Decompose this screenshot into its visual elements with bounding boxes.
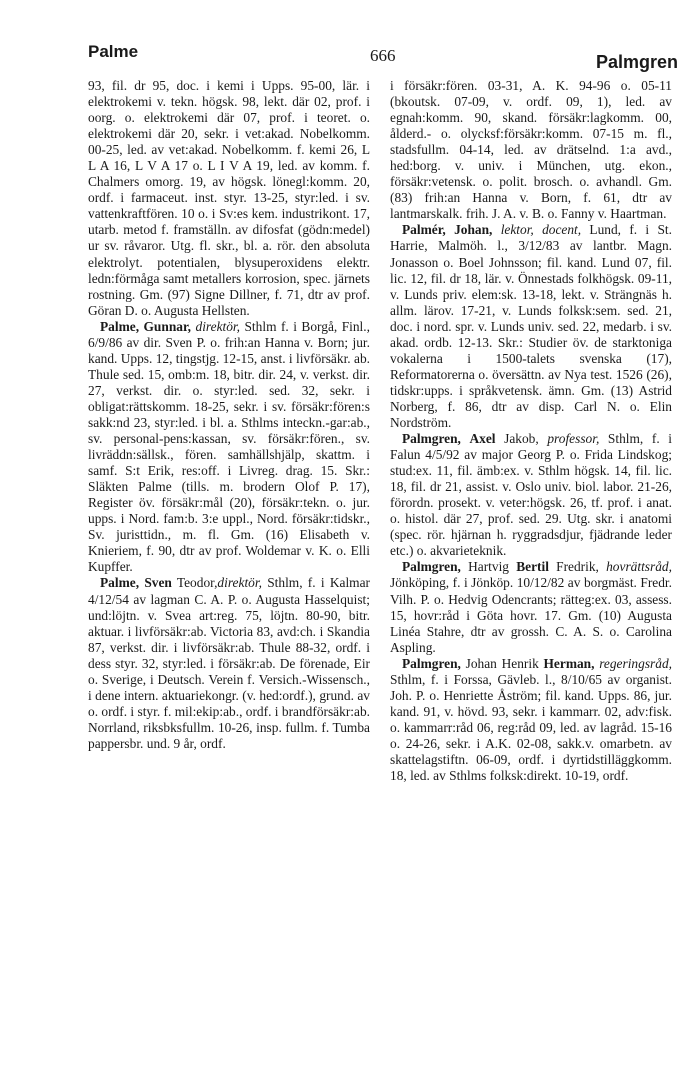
- header-right-word: Palmgren: [595, 52, 678, 72]
- entry-name-rest: Jakob,: [504, 431, 539, 447]
- entry-text: Lund, f. i St. Harrie, Malmöh. l., 3/12/83 av lantbr. Magn. Jonasson o. Boel Johnsson; fil. kand. Lund 07, fil. lic. 12, fil. dr 18, lär. v. Önnestads folkhögsk. 09-11, v. Lunds priv. elem:sk. 13-18, lekt. v. Strängnäs h. allm. lärov. 17-21, v. Lunds folksk:sem. sed. 21, doc. i nord. spr. v. Lunds univ. sed. 22, medarb. i sv. akad. ordb. 12-13. Skr.: Studier öv. de starktoniga vokalerna i 1500-talets svenska (17), Reformatorerna o. översättn. av Nya test. 1526 (26), tidskr:upps. i språkvetensk. ämn. Gm. (13) Astrid Norberg, f. 86, dtr av disp. Carl N. o. Elin Nordström.: [390, 222, 672, 430]
- entry-title: hovrättsråd,: [606, 559, 672, 575]
- entry-continuation-right: i försäkr:fören. 03-31, A. K. 94-96 o. 05-11 (bkoutsk. 07-09, v. ordf. 09, 1), led. av egnah:komm. 90, skand. försäkr:lagkomm. 00, ålderd.- o. olycksf:försäkr:komm. 07-15 m. fl., stadsfullm. 04-14, led. av drätselnd. 1:a avd., hed:borg. v. univ. i München, utg. ekon., försäkr:vetensk. o. polit. brosch. o. avhandl. Gm. (83) frih:an Hanna v. Born, f. 61, dtr av lantmarskalk. frih. J. A. v. B. o. Fanny v. Haartman.: [390, 78, 672, 222]
- entry-palme-sven: [88, 575, 370, 752]
- entry-name-rest: Fredrik,: [556, 559, 599, 575]
- entry-text: Jönköping, f. i Jönköp. 10/12/82 av borgmäst. Fredr. Vilh. P. o. Hedvig Odencrants; rätteg:ex. 03, assess. 15, hovr:råd i Göta hovr. 17. Gm. (10) Augusta Linéa Stahre, dtr av grossh. C. A. S. o. Carolina Aspling.: [390, 575, 672, 655]
- entry-given-name: Herman,: [543, 655, 595, 671]
- entry-title: direktör,: [195, 318, 241, 334]
- entry-name-pre: Johan Henrik: [465, 655, 539, 671]
- entry-surname: Palmér,: [402, 222, 446, 238]
- entry-surname: Palme,: [100, 318, 140, 334]
- entry-given-name: Axel: [469, 431, 496, 447]
- entry-name-pre: Hartvig: [468, 559, 509, 575]
- entry-given-name: Bertil: [516, 559, 549, 575]
- entry-title: professor,: [547, 431, 600, 447]
- entry-surname: Palmgren,: [402, 431, 461, 447]
- page-header: [0, 40, 696, 76]
- entry-surname: Palmgren,: [402, 559, 461, 575]
- entry-name-rest: Teodor,: [176, 575, 218, 591]
- entry-title: regeringsråd,: [599, 655, 672, 671]
- entry-text: Sthlm f. i Borgå, Finl., 6/9/86 av dir. Sven P. o. frih:an Hanna v. Born; jur. kand. Upps. 12, tingstjg. 12-15, anst. i livförsäkr. ab. Thule sed. 15, omb:m. 18, bitr. dir. 24, v. verkst. dir. 27, verkst. dir. o. styr:led. sed. 32, sekr. i obligat:rättskomm. 18-25, sekr. i sv. försäkr:fören:s sakk:nd 23, styr:led. i bl. a. Sthlms inteckn.-gar:ab., sv. personal-pens:kassan, sv. försäkr:fören., sv. livräddn:sällsk., fören. samhällshjälp, skattm. i samf. S:t Erik, res:off. i Livreg. drag. 15. Skr.: Släkten Palme (tills. m. brodern Olof P. 17), Register öv. försäkr:mål (20), försäkr:tekn. o. jur. upps. i Nord. fam:b. 3:e uppl., Nord. försäkr:tidskr., Sv. juristtidn., m. fl. Gm. (16) Elisabeth v. Knieriem, f. 90, dtr av prof. Woldemar v. K. o. Elli Kupffer.: [88, 318, 370, 575]
- entry-continuation-left: 93, fil. dr 95, doc. i kemi i Upps. 95-00, lär. i elektrokemi v. tekn. högsk. 98, lekt. där 02, prof. i oorg. o. elektrokemi där 07, prof. i teoret. o. elektrokemi där 20, sekr. i vet:akad. Nobelkomm. 00-25, led. av vet:akad. Nobelkomm. f. kemi 26, L L A 16, L V A 17 o. L I V A 19, led. av komm. f. Chalmers omorg. 19, av högsk. lönegl:komm. 20, ordf. i farmaceut. inst. styr. 13-25, styr:led. i sv. vattenkraftfören. 10 o. i Sv:es kem. industrikont. 17, utarb. metod f. framställn. av difosfat (gödn:medel) ur sv. råvaror. Utg. fl. skr., bl. a. rör. den absoluta elektrolyt. potentialen, blysuperoxidens elektr. ledn:förmåga samt metallers korrosion, spec. järnets rostning. Gm. (97) Signe Dillner, f. 71, dtr av prof. Göran D. o. Augusta Hellsten.: [88, 78, 370, 318]
- entry-palmgren-bertil: [390, 559, 672, 655]
- entry-surname: Palmgren,: [402, 655, 461, 671]
- header-left-word: Palme: [88, 42, 139, 61]
- entry-palme-gunnar: [88, 319, 370, 576]
- entry-given-name: Sven: [144, 575, 172, 591]
- page-number: 666: [370, 46, 396, 65]
- entry-title: lektor, docent,: [500, 222, 582, 238]
- entry-text: Sthlm, f. i Kalmar 4/12/54 av lagman C. A. P. o. Augusta Hasselquist; und:löjtn. v. Svea art:reg. 75, löjtn. 80-90, bitr. aktuar. i livförsäkr:ab. Victoria 83, avd:ch. i Skandia 87, verkst. dir. i livförsäkr:ab. Thule 88-32, ordf. i dess styr. 32, styr:led. i försäkr:ab. De förenade, Eir o. Sverige, i Deutsch. Verein f. Versich.-Wissensch., i dene intern. aktuariekongr. (v. hed:ordf.), grund. av o. ordf. i styr. f. mil:ekip:ab., ordf. i brandförsäkr:ab. Norrland, riksbksfullm. 10-26, insp. fullm. f. Tumba pappersbr. und. 9 år, ordf.: [88, 575, 370, 751]
- entry-text: Sthlm, f. i Forssa, Gävleb. l., 8/10/65 av organist. Joh. P. o. Henriette Åström; fil. kand. Upps. 86, jur. kand. 91, v. hövd. 93, sekr. i kammarr. 02, adv:fisk. o. kammarr:råd 06, reg:råd 09, led. av lagråd. 15-16 o. 24-26, sekr. i A.K. 02-08, sakk.v. omarbetn. av skattelagstiftn. 06-09, ordf. i dyrtidstilläggkomm. 18, led. av Sthlms folksk:direkt. 10-19, ordf.: [390, 671, 672, 784]
- entry-surname: Palme,: [100, 575, 140, 591]
- entry-given-name: Gunnar,: [143, 318, 192, 334]
- entry-text: Sthlm, f. i Falun 4/5/92 av major Georg P. o. Frida Lindskog; stud:ex. 11, fil. ämb:ex. v. Sthlm högsk. 14, fil. lic. 18, fil. dr 21, assist. v. Oslo univ. biol. labor. 21-26, förordn. prosekt. v. veter:högsk. 26, tf. prof. i anat. o. histol. där 27, prof. sed. 29. Utg. skr. i anatomi (spec. rör. hjärnan h. ryggradsdjur, fjädrande leder etc.) o. akvarieteknik.: [390, 431, 672, 559]
- entry-palmgren-herman: [390, 656, 672, 784]
- entry-palmgren-axel: [390, 431, 672, 559]
- entry-given-name: Johan,: [454, 222, 493, 238]
- left-column: [88, 78, 370, 752]
- entry-palmer-johan: [390, 222, 672, 431]
- right-column: [390, 78, 672, 784]
- entry-title: direktör,: [217, 575, 262, 591]
